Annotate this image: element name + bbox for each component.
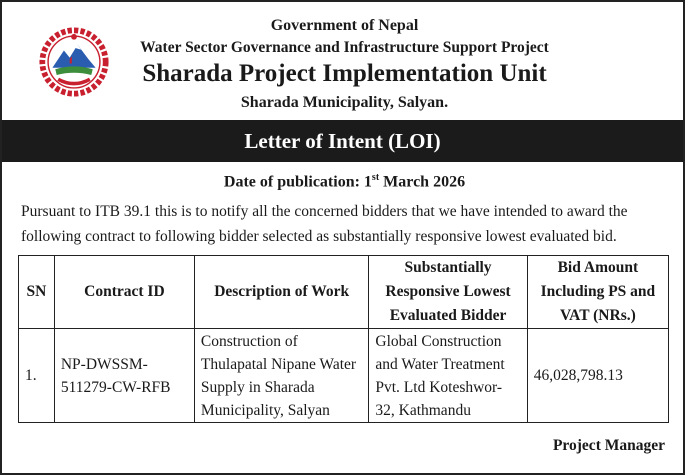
header-sn: SN: [19, 256, 55, 329]
notice-paragraph: Pursuant to ITB 39.1 this is to notify all the concerned bidders that we have intended to award the following contract to following bidder selected as substantially responsive lowest evaluated bid.: [21, 203, 628, 245]
document-title: Letter of Intent (LOI): [244, 128, 441, 153]
cell-bidder: Global Construction and Water Treatment Pvt. Ltd Koteshwor-32, Kathmandu: [369, 329, 527, 423]
title-band: [2, 120, 683, 162]
publication-date-suffix: March 2026: [379, 173, 466, 191]
cell-description: Construction of Thulapatal Nipane Water Supply in Sharada Municipality, Salyan: [194, 329, 368, 423]
table-row: [19, 329, 669, 423]
header-contract-id: Contract ID: [54, 256, 194, 329]
header-description: Description of Work: [194, 256, 368, 329]
government-name: Government of Nepal: [270, 17, 419, 34]
unit-name: Sharada Project Implementation Unit: [142, 60, 547, 87]
publication-date: [2, 172, 685, 191]
publication-date-ordinal: st: [371, 172, 380, 183]
signoff: Project Manager: [552, 437, 665, 454]
header-bidder: Substantially Responsive Lowest Evaluated Bidder: [369, 256, 527, 329]
cell-bid-amount: 46,028,798.13: [527, 329, 668, 423]
table-header-row: [19, 256, 669, 329]
project-name: Water Sector Governance and Infrastructure Support Project: [140, 39, 549, 56]
header-bid-amount: Bid Amount Including PS and VAT (NRs.): [527, 256, 668, 329]
publication-date-prefix: Date of publication: 1: [223, 173, 372, 191]
cell-contract-id: NP-DWSSM-511279-CW-RFB: [54, 329, 194, 423]
municipality-location: Sharada Municipality, Salyan.: [240, 94, 449, 111]
award-table: [18, 255, 669, 423]
cell-sn: 1.: [19, 329, 55, 423]
